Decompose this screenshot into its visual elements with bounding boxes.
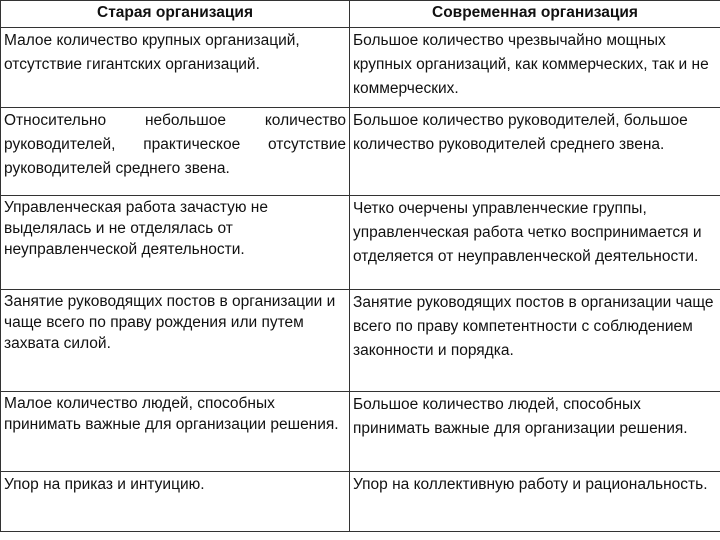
table-row <box>1 108 720 196</box>
old-cell: Относительно небольшое количество руководителей, практическое отсутствие руководителей среднего звена. <box>1 108 350 196</box>
old-cell: Малое количество людей, способных принимать важные для организации решения. <box>1 392 350 472</box>
modern-cell: Большое количество людей, способных принимать важные для организации решения. <box>350 392 720 472</box>
old-cell: Управленческая работа зачастую не выделялась и не отделялась от неуправленческой деятельности. <box>1 196 350 290</box>
modern-cell: Занятие руководящих постов в организации чаще всего по праву компетентности с соблюдением законности и порядка. <box>350 290 720 392</box>
table-row <box>1 290 720 392</box>
modern-cell: Большое количество руководителей, большое количество руководителей среднего звена. <box>350 108 720 196</box>
table-row <box>1 392 720 472</box>
modern-cell: Четко очерчены управленческие группы, управленческая работа четко воспринимается и отделяется от неуправленческой деятельности. <box>350 196 720 290</box>
table-row <box>1 196 720 290</box>
header-row <box>1 1 720 28</box>
modern-cell: Упор на коллективную работу и рациональность. <box>350 472 720 532</box>
table-row <box>1 28 720 108</box>
old-cell: Малое количество крупных организаций, отсутствие гигантских организаций. <box>1 28 350 108</box>
header-old-organization: Старая организация <box>1 1 350 28</box>
old-cell: Упор на приказ и интуицию. <box>1 472 350 532</box>
table-row <box>1 472 720 532</box>
old-cell: Занятие руководящих постов в организации и чаще всего по праву рождения или путем захвата силой. <box>1 290 350 392</box>
header-modern-organization: Современная организация <box>350 1 720 28</box>
modern-cell: Большое количество чрезвычайно мощных крупных организаций, как коммерческих, так и не коммерческих. <box>350 28 720 108</box>
